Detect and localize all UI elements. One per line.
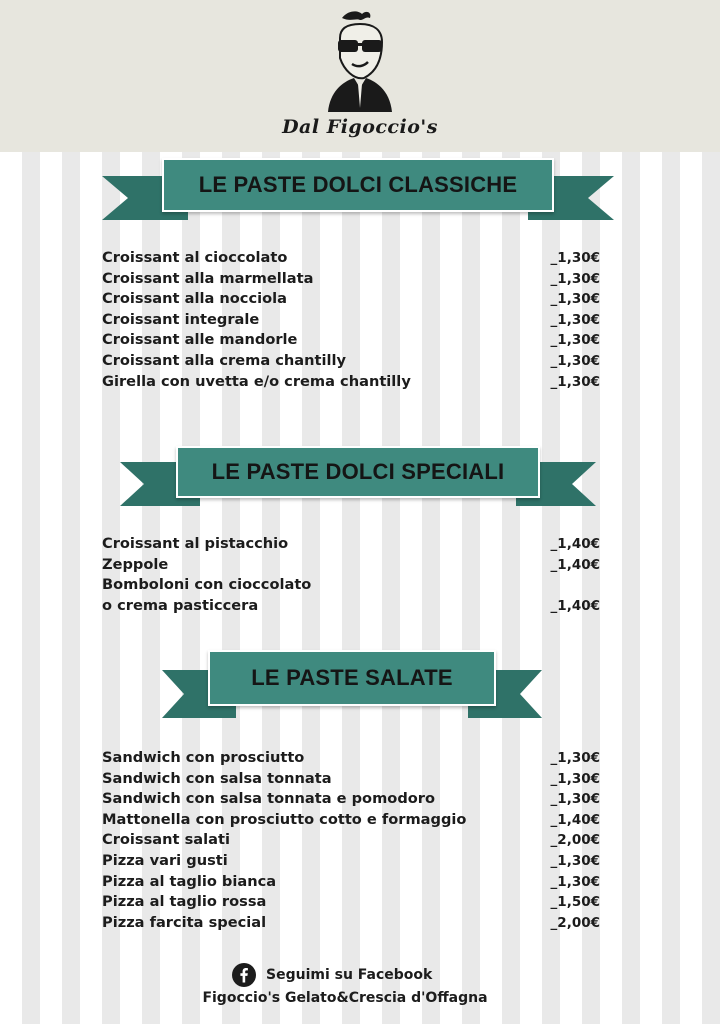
item-price: _1,30€ bbox=[550, 873, 600, 890]
section-banner-classiche bbox=[102, 158, 614, 222]
footer-address: Figoccio's Gelato&Crescia d'Offagna bbox=[202, 990, 488, 1006]
section-title: LE PASTE DOLCI CLASSICHE bbox=[162, 158, 554, 212]
section-title: LE PASTE DOLCI SPECIALI bbox=[176, 446, 540, 498]
header bbox=[0, 0, 720, 152]
item-name: Pizza al taglio rossa bbox=[102, 893, 267, 911]
item-list-classiche bbox=[102, 248, 600, 392]
mascot-logo-icon bbox=[318, 8, 402, 112]
item-name: Mattonella con prosciutto cotto e formaggio bbox=[102, 810, 467, 828]
facebook-icon bbox=[232, 963, 256, 987]
item-price: _2,00€ bbox=[550, 914, 600, 931]
section-banner-salate bbox=[162, 650, 542, 720]
menu-item bbox=[102, 269, 600, 290]
menu-item bbox=[102, 372, 600, 393]
menu-item bbox=[102, 351, 600, 372]
item-price: _1,30€ bbox=[550, 352, 600, 369]
item-name: Sandwich con salsa tonnata e pomodoro bbox=[102, 790, 436, 808]
menu-item bbox=[102, 596, 600, 617]
menu-item bbox=[102, 892, 600, 913]
menu-item bbox=[102, 289, 600, 310]
item-name: Croissant al pistacchio bbox=[102, 535, 289, 552]
item-price: _1,30€ bbox=[550, 852, 600, 869]
item-price: _1,30€ bbox=[550, 250, 600, 266]
item-name: Sandwich con salsa tonnata bbox=[102, 769, 332, 787]
item-price: _1,30€ bbox=[550, 791, 600, 808]
menu-item bbox=[102, 748, 600, 769]
menu-item bbox=[102, 810, 600, 831]
item-name: Sandwich con prosciutto bbox=[102, 749, 305, 766]
item-price: _1,30€ bbox=[550, 291, 600, 308]
item-price: _1,30€ bbox=[550, 770, 600, 787]
menu-item bbox=[102, 555, 600, 576]
menu-item bbox=[102, 851, 600, 872]
item-price: _1,30€ bbox=[550, 270, 600, 287]
item-name: Croissant alle mandorle bbox=[102, 331, 298, 349]
item-price: _1,30€ bbox=[550, 750, 600, 766]
section-banner-speciali bbox=[120, 446, 596, 508]
item-name: Croissant alla crema chantilly bbox=[102, 351, 347, 369]
item-name: Croissant integrale bbox=[102, 310, 260, 328]
item-price: _1,40€ bbox=[550, 811, 600, 828]
menu-item bbox=[102, 330, 600, 351]
item-name: Pizza vari gusti bbox=[102, 851, 228, 869]
section-title: LE PASTE SALATE bbox=[208, 650, 496, 706]
brand-name: Dal Figoccio's bbox=[282, 116, 438, 138]
item-price: _1,50€ bbox=[550, 894, 600, 911]
menu-item bbox=[102, 769, 600, 790]
item-name: Pizza al taglio bianca bbox=[102, 872, 277, 890]
item-name: Croissant alla marmellata bbox=[102, 269, 314, 287]
menu-item bbox=[102, 575, 600, 596]
item-name: Zeppole bbox=[102, 555, 169, 573]
item-list-salate bbox=[102, 748, 600, 933]
item-name: Pizza farcita special bbox=[102, 913, 267, 931]
facebook-label: Seguimi su Facebook bbox=[266, 967, 433, 983]
facebook-link[interactable] bbox=[232, 962, 432, 988]
item-price: _1,40€ bbox=[550, 556, 600, 573]
item-name: Croissant salati bbox=[102, 831, 230, 849]
menu-item bbox=[102, 913, 600, 934]
menu-item bbox=[102, 534, 600, 555]
item-price: _1,30€ bbox=[550, 332, 600, 349]
menu-item bbox=[102, 789, 600, 810]
menu-item bbox=[102, 830, 600, 851]
item-name: Croissant alla nocciola bbox=[102, 290, 287, 308]
menu-item bbox=[102, 872, 600, 893]
item-name: o crema pasticcera bbox=[102, 596, 259, 614]
item-name: Bomboloni con cioccolato bbox=[102, 576, 312, 594]
item-price: _1,30€ bbox=[550, 311, 600, 328]
menu-item bbox=[102, 248, 600, 269]
item-price: _2,00€ bbox=[550, 832, 600, 849]
item-list-speciali bbox=[102, 534, 600, 616]
item-name: Girella con uvetta e/o crema chantilly bbox=[102, 372, 411, 390]
item-name: Croissant al cioccolato bbox=[102, 249, 288, 266]
item-price: _1,30€ bbox=[550, 373, 600, 390]
menu-item bbox=[102, 310, 600, 331]
item-price: _1,40€ bbox=[550, 597, 600, 614]
item-price: _1,40€ bbox=[550, 536, 600, 552]
